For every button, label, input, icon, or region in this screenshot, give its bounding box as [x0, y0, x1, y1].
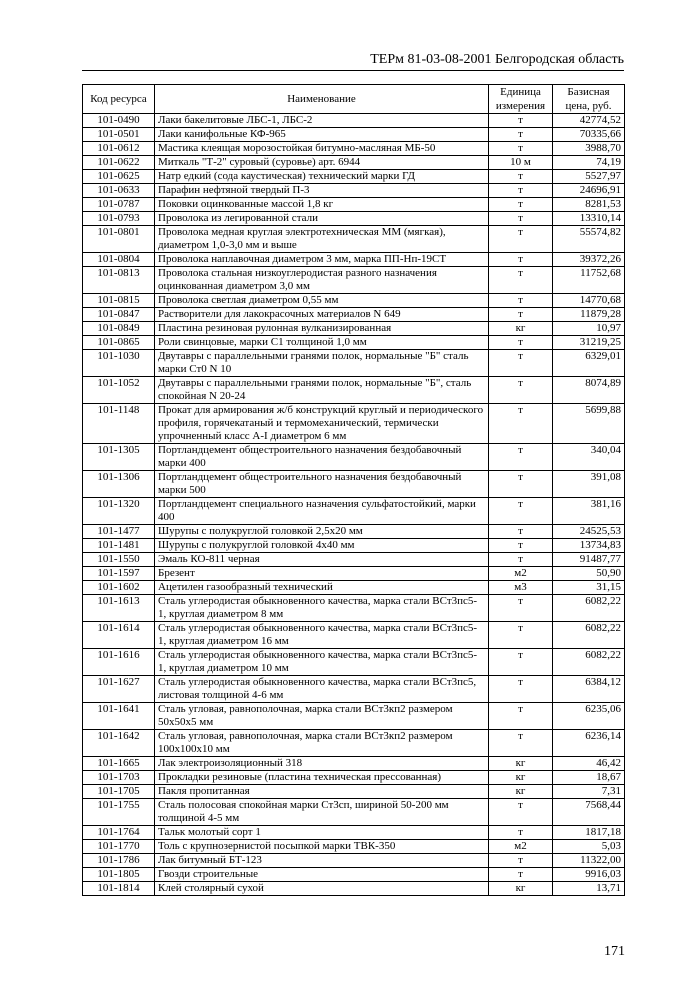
unit-cell: т — [489, 649, 553, 676]
price-cell: 391,08 — [553, 471, 625, 498]
resource-code-cell: 101-1305 — [83, 444, 155, 471]
resource-code-cell: 101-1703 — [83, 771, 155, 785]
unit-cell: т — [489, 553, 553, 567]
table-row — [83, 581, 625, 595]
resource-name-cell: Проволока светлая диаметром 0,55 мм — [155, 294, 489, 308]
price-cell: 24696,91 — [553, 184, 625, 198]
price-cell: 3988,70 — [553, 142, 625, 156]
page-number: 171 — [604, 944, 625, 959]
unit-cell: т — [489, 253, 553, 267]
price-cell: 7568,44 — [553, 799, 625, 826]
table-row — [83, 294, 625, 308]
unit-cell: м3 — [489, 581, 553, 595]
unit-cell: т — [489, 308, 553, 322]
table-row — [83, 184, 625, 198]
resource-code-cell: 101-0622 — [83, 156, 155, 170]
resource-name-cell: Портландцемент общестроительного назначения бездобавочный марки 500 — [155, 471, 489, 498]
resource-name-cell: Прокат для армирования ж/б конструкций круглый и периодического профиля, горячекатаный и термомеханический, термически упрочненный класс А-I диаметром 6 мм — [155, 404, 489, 444]
unit-cell: кг — [489, 757, 553, 771]
column-header-code: Код ресурса — [83, 85, 155, 114]
resource-name-cell: Гвозди строительные — [155, 868, 489, 882]
unit-cell: т — [489, 226, 553, 253]
table-header-row — [83, 85, 625, 114]
table-row — [83, 444, 625, 471]
column-header-name: Наименование — [155, 85, 489, 114]
unit-cell: кг — [489, 785, 553, 799]
resource-code-cell: 101-1052 — [83, 377, 155, 404]
price-cell: 14770,68 — [553, 294, 625, 308]
price-cell: 50,90 — [553, 567, 625, 581]
unit-cell: т — [489, 128, 553, 142]
resource-code-cell: 101-0804 — [83, 253, 155, 267]
resource-code-cell: 101-1770 — [83, 840, 155, 854]
table-row — [83, 142, 625, 156]
resource-name-cell: Двутавры с параллельными гранями полок, нормальные "Б" сталь марки Ст0 N 10 — [155, 350, 489, 377]
price-cell: 91487,77 — [553, 553, 625, 567]
resource-name-cell: Проволока из легированной стали — [155, 212, 489, 226]
resource-code-cell: 101-1320 — [83, 498, 155, 525]
resource-code-cell: 101-1764 — [83, 826, 155, 840]
resource-name-cell: Роли свинцовые, марки С1 толщиной 1,0 мм — [155, 336, 489, 350]
resource-code-cell: 101-1665 — [83, 757, 155, 771]
resource-name-cell: Прокладки резиновые (пластина техническая прессованная) — [155, 771, 489, 785]
price-cell: 9916,03 — [553, 868, 625, 882]
column-header-price: Базисная цена, руб. — [553, 85, 625, 114]
unit-cell: т — [489, 498, 553, 525]
resource-code-cell: 101-1755 — [83, 799, 155, 826]
resource-name-cell: Портландцемент специального назначения сульфатостойкий, марки 400 — [155, 498, 489, 525]
unit-cell: т — [489, 170, 553, 184]
price-cell: 74,19 — [553, 156, 625, 170]
table-row — [83, 854, 625, 868]
table-row — [83, 868, 625, 882]
resource-name-cell: Тальк молотый сорт 1 — [155, 826, 489, 840]
table-row — [83, 595, 625, 622]
resource-code-cell: 101-1614 — [83, 622, 155, 649]
resource-code-cell: 101-0612 — [83, 142, 155, 156]
price-cell: 31219,25 — [553, 336, 625, 350]
resource-name-cell: Шурупы с полукруглой головкой 2,5х20 мм — [155, 525, 489, 539]
resource-code-cell: 101-0501 — [83, 128, 155, 142]
unit-cell: т — [489, 114, 553, 128]
resource-name-cell: Растворители для лакокрасочных материалов N 649 — [155, 308, 489, 322]
resource-name-cell: Брезент — [155, 567, 489, 581]
unit-cell: т — [489, 444, 553, 471]
table-body — [83, 114, 625, 896]
resource-name-cell: Лаки бакелитовые ЛБС-1, ЛБС-2 — [155, 114, 489, 128]
unit-cell: т — [489, 676, 553, 703]
table-row — [83, 567, 625, 581]
table-row — [83, 498, 625, 525]
price-cell: 55574,82 — [553, 226, 625, 253]
resource-name-cell: Лак электроизоляционный 318 — [155, 757, 489, 771]
table-row — [83, 156, 625, 170]
table-row — [83, 703, 625, 730]
table-row — [83, 267, 625, 294]
resource-name-cell: Эмаль КО-811 черная — [155, 553, 489, 567]
table-row — [83, 114, 625, 128]
resource-code-cell: 101-1627 — [83, 676, 155, 703]
resource-code-cell: 101-1805 — [83, 868, 155, 882]
price-cell: 24525,53 — [553, 525, 625, 539]
resource-name-cell: Ацетилен газообразный технический — [155, 581, 489, 595]
unit-cell: т — [489, 799, 553, 826]
table-row — [83, 553, 625, 567]
resource-code-cell: 101-1613 — [83, 595, 155, 622]
unit-cell: кг — [489, 771, 553, 785]
resource-name-cell: Мастика клеящая морозостойкая битумно-масляная МБ-50 — [155, 142, 489, 156]
table-row — [83, 730, 625, 757]
unit-cell: т — [489, 730, 553, 757]
resource-code-cell: 101-1030 — [83, 350, 155, 377]
table-row — [83, 170, 625, 184]
price-cell: 39372,26 — [553, 253, 625, 267]
page-header — [82, 50, 624, 71]
price-cell: 7,31 — [553, 785, 625, 799]
resource-code-cell: 101-0490 — [83, 114, 155, 128]
price-cell: 42774,52 — [553, 114, 625, 128]
resource-name-cell: Толь с крупнозернистой посыпкой марки ТВК-350 — [155, 840, 489, 854]
unit-cell: т — [489, 377, 553, 404]
resource-name-cell: Пакля пропитанная — [155, 785, 489, 799]
unit-cell: т — [489, 595, 553, 622]
table-row — [83, 128, 625, 142]
resource-code-cell: 101-1481 — [83, 539, 155, 553]
price-cell: 6082,22 — [553, 649, 625, 676]
price-cell: 6082,22 — [553, 622, 625, 649]
table-row — [83, 308, 625, 322]
price-cell: 5699,88 — [553, 404, 625, 444]
unit-cell: т — [489, 267, 553, 294]
table-row — [83, 676, 625, 703]
table-row — [83, 539, 625, 553]
price-cell: 11879,28 — [553, 308, 625, 322]
resource-code-cell: 101-1641 — [83, 703, 155, 730]
resource-name-cell: Сталь углеродистая обыкновенного качества, марка стали ВСт3пс5-1, круглая диаметром 10 мм — [155, 649, 489, 676]
resource-code-cell: 101-1550 — [83, 553, 155, 567]
price-cell: 6384,12 — [553, 676, 625, 703]
column-header-unit: Единица измерения — [489, 85, 553, 114]
resource-code-cell: 101-1814 — [83, 882, 155, 896]
table-row — [83, 404, 625, 444]
table-row — [83, 882, 625, 896]
resource-code-cell: 101-1477 — [83, 525, 155, 539]
unit-cell: т — [489, 471, 553, 498]
table-row — [83, 757, 625, 771]
resource-code-cell: 101-1642 — [83, 730, 155, 757]
resource-name-cell: Сталь углеродистая обыкновенного качества, марка стали ВСт3пс5-1, круглая диаметром 8 мм — [155, 595, 489, 622]
resource-code-cell: 101-0847 — [83, 308, 155, 322]
table-row — [83, 826, 625, 840]
price-cell: 6236,14 — [553, 730, 625, 757]
resource-name-cell: Сталь углеродистая обыкновенного качества, марка стали ВСт3пс5-1, круглая диаметром 16 мм — [155, 622, 489, 649]
unit-cell: т — [489, 404, 553, 444]
resource-name-cell: Проволока наплавочная диаметром 3 мм, марка ПП-Нп-19СТ — [155, 253, 489, 267]
resource-code-cell: 101-0849 — [83, 322, 155, 336]
unit-cell: т — [489, 525, 553, 539]
price-cell: 13734,83 — [553, 539, 625, 553]
resource-name-cell: Пластина резиновая рулонная вулканизированная — [155, 322, 489, 336]
price-cell: 13310,14 — [553, 212, 625, 226]
resource-code-cell: 101-0815 — [83, 294, 155, 308]
price-cell: 5,03 — [553, 840, 625, 854]
resource-code-cell: 101-1616 — [83, 649, 155, 676]
resource-code-cell: 101-1306 — [83, 471, 155, 498]
resource-code-cell: 101-0865 — [83, 336, 155, 350]
unit-cell: кг — [489, 882, 553, 896]
price-cell: 381,16 — [553, 498, 625, 525]
unit-cell: м2 — [489, 567, 553, 581]
resource-code-cell: 101-1705 — [83, 785, 155, 799]
table-row — [83, 226, 625, 253]
price-cell: 6235,06 — [553, 703, 625, 730]
resource-name-cell: Лак битумный БТ-123 — [155, 854, 489, 868]
unit-cell: т — [489, 294, 553, 308]
price-cell: 8074,89 — [553, 377, 625, 404]
price-cell: 8281,53 — [553, 198, 625, 212]
resource-name-cell: Натр едкий (сода каустическая) технический марки ГД — [155, 170, 489, 184]
resource-name-cell: Проволока медная круглая электротехническая ММ (мягкая), диаметром 1,0-3,0 мм и выше — [155, 226, 489, 253]
table-row — [83, 253, 625, 267]
unit-cell: т — [489, 350, 553, 377]
resource-name-cell: Поковки оцинкованные массой 1,8 кг — [155, 198, 489, 212]
resource-code-cell: 101-0625 — [83, 170, 155, 184]
unit-cell: т — [489, 184, 553, 198]
table-row — [83, 336, 625, 350]
resource-name-cell: Сталь угловая, равнополочная, марка стали ВСт3кп2 размером 50х50х5 мм — [155, 703, 489, 730]
price-cell: 18,67 — [553, 771, 625, 785]
price-cell: 6329,01 — [553, 350, 625, 377]
table-row — [83, 622, 625, 649]
resource-code-cell: 101-1786 — [83, 854, 155, 868]
resource-name-cell: Портландцемент общестроительного назначения бездобавочный марки 400 — [155, 444, 489, 471]
unit-cell: т — [489, 703, 553, 730]
price-cell: 6082,22 — [553, 595, 625, 622]
resource-code-cell: 101-0633 — [83, 184, 155, 198]
resource-code-cell: 101-1602 — [83, 581, 155, 595]
price-cell: 10,97 — [553, 322, 625, 336]
resource-name-cell: Двутавры с параллельными гранями полок, нормальные "Б", сталь спокойная N 20-24 — [155, 377, 489, 404]
price-cell: 13,71 — [553, 882, 625, 896]
unit-cell: 10 м — [489, 156, 553, 170]
unit-cell: т — [489, 142, 553, 156]
resource-name-cell: Проволока стальная низкоуглеродистая разного назначения оцинкованная диаметром 3,0 мм — [155, 267, 489, 294]
resource-name-cell: Лаки канифольные КФ-965 — [155, 128, 489, 142]
resource-price-table — [82, 84, 625, 896]
unit-cell: т — [489, 854, 553, 868]
unit-cell: т — [489, 539, 553, 553]
resource-name-cell: Сталь полосовая спокойная марки Ст3сп, шириной 50-200 мм толщиной 4-5 мм — [155, 799, 489, 826]
table-row — [83, 840, 625, 854]
price-cell: 1817,18 — [553, 826, 625, 840]
resource-name-cell: Сталь углеродистая обыкновенного качества, марка стали ВСт3пс5, листовая толщиной 4-6 мм — [155, 676, 489, 703]
unit-cell: т — [489, 198, 553, 212]
price-cell: 11322,00 — [553, 854, 625, 868]
price-cell: 46,42 — [553, 757, 625, 771]
resource-name-cell: Клей столярный сухой — [155, 882, 489, 896]
price-cell: 11752,68 — [553, 267, 625, 294]
unit-cell: т — [489, 622, 553, 649]
resource-name-cell: Миткаль "Т-2" суровый (суровье) арт. 6944 — [155, 156, 489, 170]
table-row — [83, 350, 625, 377]
unit-cell: т — [489, 212, 553, 226]
unit-cell: т — [489, 826, 553, 840]
table-row — [83, 799, 625, 826]
table-row — [83, 649, 625, 676]
resource-code-cell: 101-0793 — [83, 212, 155, 226]
resource-name-cell: Шурупы с полукруглой головкой 4х40 мм — [155, 539, 489, 553]
resource-code-cell: 101-0787 — [83, 198, 155, 212]
price-cell: 31,15 — [553, 581, 625, 595]
table-row — [83, 471, 625, 498]
resource-code-cell: 101-0801 — [83, 226, 155, 253]
table-row — [83, 212, 625, 226]
resource-name-cell: Сталь угловая, равнополочная, марка стали ВСт3кп2 размером 100х100х10 мм — [155, 730, 489, 757]
price-cell: 340,04 — [553, 444, 625, 471]
resource-name-cell: Парафин нефтяной твердый П-3 — [155, 184, 489, 198]
price-cell: 70335,66 — [553, 128, 625, 142]
table-row — [83, 377, 625, 404]
table-row — [83, 525, 625, 539]
table-row — [83, 785, 625, 799]
unit-cell: кг — [489, 322, 553, 336]
resource-code-cell: 101-1597 — [83, 567, 155, 581]
unit-cell: м2 — [489, 840, 553, 854]
table-row — [83, 198, 625, 212]
unit-cell: т — [489, 336, 553, 350]
unit-cell: т — [489, 868, 553, 882]
table-row — [83, 322, 625, 336]
price-cell: 5527,97 — [553, 170, 625, 184]
document-title: ТЕРм 81-03-08-2001 Белгородская область — [370, 52, 624, 67]
resource-code-cell: 101-0813 — [83, 267, 155, 294]
table-row — [83, 771, 625, 785]
resource-code-cell: 101-1148 — [83, 404, 155, 444]
